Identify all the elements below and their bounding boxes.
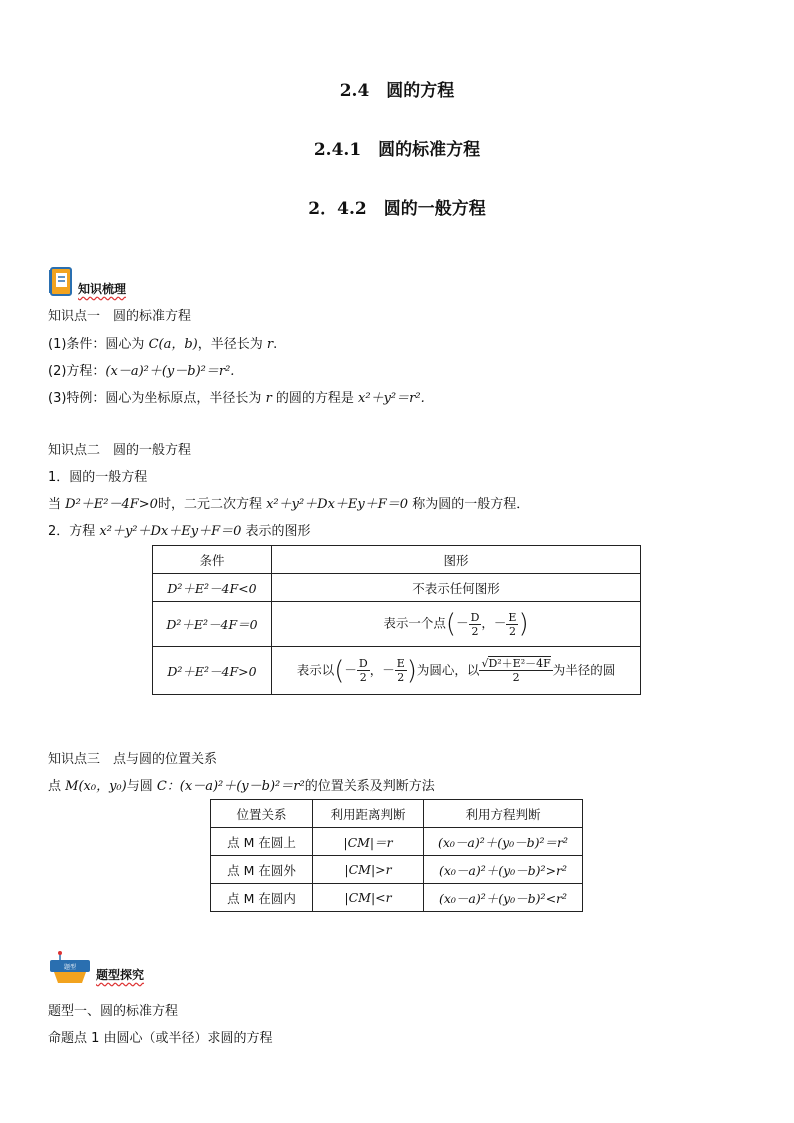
table-cell: 点 M 在圆上 [211, 828, 313, 856]
cond-cell: D²＋E²－4F>0 [153, 647, 272, 695]
title-standard: 2.4.1 圆的标准方程 [313, 140, 481, 160]
kp1-title: 知识点一 圆的标准方程 [48, 309, 192, 324]
kp2-title: 知识点二 圆的一般方程 [48, 443, 192, 458]
header-distance: 利用距离判断 [313, 800, 424, 828]
section-label: 知识梳理 [78, 282, 127, 296]
title-general: 2．4.2 圆的一般方程 [308, 199, 486, 219]
kp1-line3: (3)特例：圆心为坐标原点，半径长为 r 的圆的方程是 x²＋y²＝r². [48, 391, 425, 406]
kp3-title: 知识点三 点与圆的位置关系 [48, 752, 218, 767]
kp1-line2: (2)方程：(x－a)²＋(y－b)²＝r². [48, 364, 235, 379]
table-cell: 点 M 在圆内 [211, 884, 313, 912]
header-figure: 图形 [272, 546, 641, 574]
fig-cell: 表示一个点(－ $\frac{D}{2}$ ，－ $\frac{E}{2}$ ) [272, 602, 641, 647]
fraction: $\frac{E}{2}$ [396, 657, 405, 684]
fraction: $\frac{D}{2}$ [470, 610, 480, 638]
point-circle-table [210, 799, 583, 912]
kp2-sub1: 1．圆的一般方程 [48, 470, 148, 485]
radius-fraction: $\frac{\text{√D²＋E²－4F}}{2}$ [481, 657, 551, 684]
table-cell: 点 M 在圆外 [211, 856, 313, 884]
header-equation: 利用方程判断 [424, 800, 583, 828]
title-main: 2.4 圆的方程 [339, 81, 455, 101]
prop1-title: 命题点 1 由圆心（或半径）求圆的方程 [48, 1031, 273, 1046]
type1-title: 题型一、圆的标准方程 [48, 1004, 179, 1019]
section-header-types [48, 950, 144, 984]
cond-cell: D²＋E²－4F＝0 [153, 602, 272, 647]
header-position: 位置关系 [211, 800, 313, 828]
fig-cell: 表示以(－ $\frac{D}{2}$ ，－ $\frac{E}{2}$ )为圆心，以 $\frac{\text{√D²＋E²－4F}}{2}$ 为半径的圆 [272, 647, 641, 695]
table-cell: (x₀－a)²＋(y₀－b)²<r² [424, 884, 583, 912]
kp1-line1: (1)条件：圆心为 C(a，b)，半径长为 r. [48, 337, 278, 352]
table-cell: |CM|＝r [313, 828, 424, 856]
fraction: $\frac{D}{2}$ [358, 657, 368, 684]
section-header-knowledge [48, 264, 126, 298]
table-cell: |CM|>r [313, 856, 424, 884]
notebook-icon [48, 266, 74, 298]
header-condition: 条件 [153, 546, 272, 574]
fraction: $\frac{E}{2}$ [508, 610, 517, 638]
general-equation-table [152, 545, 641, 695]
kp2-line1: 当 D²＋E²－4F>0时，二元二次方程 x²＋y²＋Dx＋Ey＋F＝0 称为圆的一般方程． [48, 497, 530, 512]
section-label: 题型探究 [96, 968, 145, 982]
kp3-line: 点 M(x₀，y₀)与圆 C：(x－a)²＋(y－b)²＝r²的位置关系及判断方法 [48, 779, 435, 794]
fig-cell: 不表示任何图形 [272, 574, 641, 602]
svg-text:题型: 题型 [63, 964, 77, 971]
table-cell: (x₀－a)²＋(y₀－b)²＝r² [424, 828, 583, 856]
cond-cell: D²＋E²－4F<0 [153, 574, 272, 602]
podium-icon [48, 950, 92, 984]
kp2-sub2: 2．方程 x²＋y²＋Dx＋Ey＋F＝0 表示的图形 [48, 524, 311, 539]
table-cell: (x₀－a)²＋(y₀－b)²>r² [424, 856, 583, 884]
table-cell: |CM|<r [313, 884, 424, 912]
